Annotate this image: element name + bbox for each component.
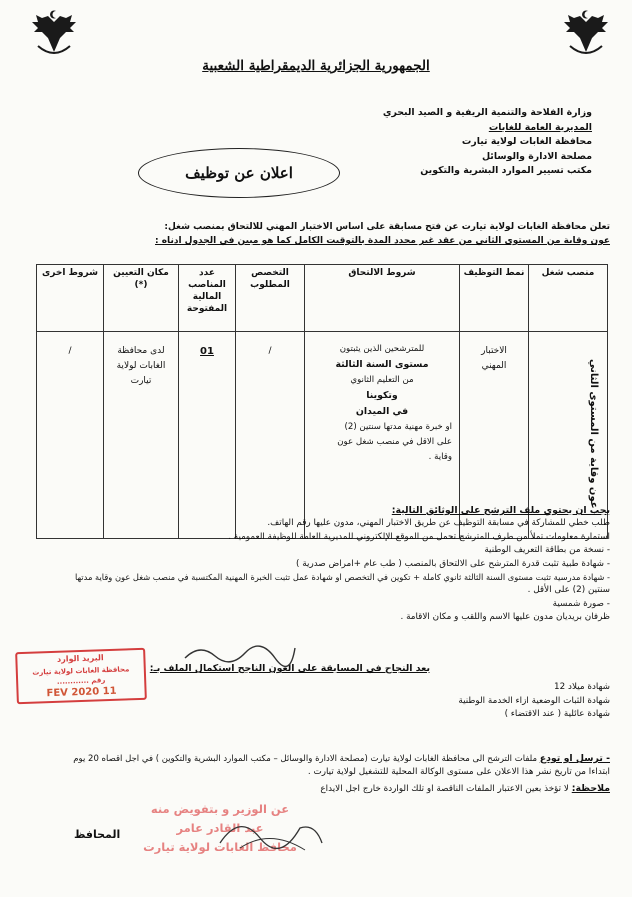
handwriting-scribble — [180, 638, 300, 668]
republic-heading: الجمهورية الجزائرية الديمقراطية الشعبية — [202, 58, 430, 74]
th-mode: نمط التوظيف — [460, 265, 529, 332]
send-label: - ترسل او تودع — [539, 753, 610, 764]
eagle-emblem-left — [28, 8, 80, 60]
place-value: لدى محافظة الغابات لولاية تيارت — [116, 346, 166, 386]
th-specialty: التخصص المطلوب — [236, 265, 305, 332]
count-value: 01 — [200, 346, 214, 357]
eagle-emblem-right — [560, 8, 612, 60]
file-item-1: طلب خطي للمشاركة في مسابقة التوظيف عن طريق الاختبار المهني، مدون عليها رقم الهاتف. — [267, 518, 610, 529]
admin-office: مكتب تسيير الموارد البشرية والتكوين — [420, 165, 592, 177]
post-name: عون وقاية من المستوى الثاني — [588, 359, 599, 509]
send-text-1: ملفات الترشح الى محافظة الغابات لولاية تيارت (مصلحة الادارة والوسائل – مكتب الموارد البشرية والتكوين ) في اجل اقصاه 20 يوم — [73, 754, 538, 764]
file-section — [20, 504, 610, 625]
note-label: ملاحظة: — [571, 782, 610, 794]
admin-service: مصلحة الادارة والوسائل — [481, 150, 592, 162]
intro-line-2: عون وقاية من المستوى الثاني من عقد غير محدد المدة بالتوقيت الكامل كما هو مبين في الجدول ادناه : — [155, 236, 610, 246]
cond-end: وقاية . — [428, 452, 452, 462]
cond-from: من التعليم الثانوي — [350, 375, 414, 385]
admin-ministry: وزارة الفلاحة والتنمية الريفية و الصيد البحري — [382, 107, 592, 118]
file-item-4: - شهادة طبية تثبت قدرة المترشح على الالتحاق بالمنصب ( طب عام +امراض صدرية ) — [296, 558, 610, 569]
success-item-1: شهادة ميلاد 12 — [554, 682, 610, 693]
cond-min: على الاقل في منصب شغل عون — [337, 437, 452, 447]
note-text: لا تؤخذ بعين الاعتبار الملفات الناقصة او تلك الواردة خارج اجل الايداع — [320, 783, 569, 794]
other-value: / — [68, 346, 72, 356]
cond-or: او خبرة مهنية مدتها سنتين (2) — [344, 422, 452, 432]
th-post: منصب شغل — [529, 265, 608, 332]
table-header-row — [37, 265, 608, 332]
stamp-date: 11 FEV 2020 — [46, 685, 117, 700]
th-count: عدد المناصب المالية المفتوحة — [179, 265, 236, 332]
signature-scribble — [210, 808, 330, 858]
sig-line-3: محافظ الغابات لولاية تيارت — [143, 840, 297, 854]
cond-intro: للمترشحين الذين يثبتون — [339, 344, 425, 354]
stamp-line-1: البريد الوارد — [56, 653, 104, 664]
posts-table — [36, 264, 608, 539]
th-other: شروط اخرى — [37, 265, 104, 332]
cond-training: وتكوينا — [366, 390, 398, 401]
intro-line-1: تعلن محافظة الغابات لولاية تيارت عن فتح مسابقة على اساس الاختبار المهني للالتحاق بمنصب شغل: — [164, 222, 610, 232]
success-item-3: شهادة عائلية ( عند الاقتضاء ) — [504, 709, 610, 720]
file-heading: يجب ان يحتوي ملف الترشح على الوثائق التالية: — [391, 505, 610, 516]
specialty-value: / — [268, 346, 272, 356]
sig-line-2: عبد القادر عامر — [176, 821, 264, 835]
send-section — [20, 752, 610, 796]
file-item-7: - صورة شمسية — [552, 598, 610, 609]
stamp-line-2: محافظة الغابات لولاية تيارت — [32, 665, 130, 677]
mode-value: الاختبار المهني — [481, 346, 507, 371]
signatory-title: المحافظ — [74, 828, 121, 841]
send-text-2: ابتداءا من تاريخ نشر هذا الاعلان على مستوى الوكالة المحلية للتشغيل لولاية تيارت . — [307, 767, 610, 778]
sig-line-1: عن الوزير و بتفويض منه — [150, 802, 290, 816]
file-item-5: - شهادة مدرسية تثبت مستوى السنة الثالثة ثانوي كاملة + تكوين في التخصص او شهادة عمل تثبت الخبرة المهنية المكتسبة في منصب شغل عون وقاية مدتها — [74, 572, 610, 583]
file-item-2: استمارة معلومات تملأ من طرف المترشح تحمل من الموقع الإلكتروني للمديرية العامة للوظيفة العمومية . — [228, 531, 610, 542]
file-item-8: ظرفان بريديان مدون عليها الاسم واللقب و مكان الاقامة . — [400, 612, 610, 623]
th-place: مكان التعيين (*) — [104, 265, 179, 332]
file-item-3: - نسخة من بطاقة التعريف الوطنية — [484, 545, 610, 556]
admin-conservation: محافظة الغابات لولاية تيارت — [461, 136, 592, 148]
success-heading: بعد النجاح في المسابقة على العون الناجح استكمال الملف بـ: — [149, 663, 430, 674]
success-item-2: شهادة الثبات الوضعية ازاء الخدمة الوطنية — [458, 695, 610, 706]
th-conditions: شروط الالتحاق — [305, 265, 460, 332]
cond-field: في الميدان — [355, 406, 409, 417]
intro-block — [20, 220, 610, 248]
admin-directorate: المديرية العامة للغابات — [488, 121, 592, 133]
announcement-title: اعلان عن توظيف — [138, 148, 340, 198]
stamp-line-3: رقم ............ — [56, 676, 106, 686]
cond-level: مستوى السنة الثالثة — [335, 359, 429, 370]
file-item-6: سنتين (2) على الأقل . — [527, 585, 610, 596]
received-stamp — [15, 648, 147, 705]
